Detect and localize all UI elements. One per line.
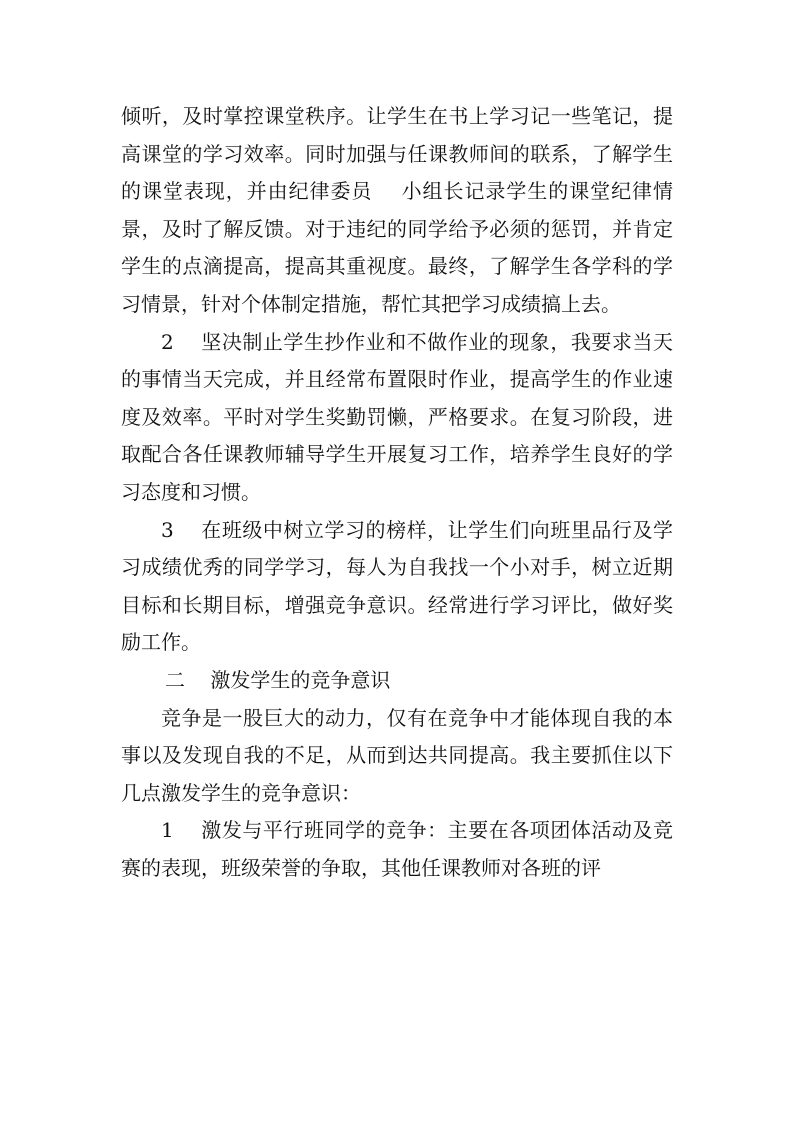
document-body — [121, 98, 673, 887]
paragraph-item-1: 1 激发与平行班同学的竞争：主要在各项团体活动及竞赛的表现，班级荣誉的争取，其他任课教师对各班的评 — [121, 818, 673, 880]
section-heading-2: 二 激发学生的竞争意识 — [165, 667, 391, 692]
paragraph-continuation: 倾听，及时掌控课堂秩序。让学生在书上学习记一些笔记，提高课堂的学习效率。同时加强与任课教师间的联系，了解学生的课堂表现，并由纪律委员 小组长记录学生的课堂纪律情景，及时了解反馈。对于违纪的同学给予必须的惩罚，并肯定学生的点滴提高，提高其重视度。最终，了解学生各学科的学习情景，针对个体制定措施，帮忙其把学习成绩搞上去。 — [121, 104, 673, 316]
paragraph-item-3: 3 在班级中树立学习的榜样，让学生们向班里品行及学习成绩优秀的同学学习，每人为自我找一个小对手，树立近期目标和长期目标，增强竞争意识。经常进行学习评比，做好奖励工作。 — [121, 517, 673, 655]
paragraph-competition-intro: 竞争是一股巨大的动力，仅有在竞争中才能体现自我的本事以及发现自我的不足，从而到达共同提高。我主要抓住以下几点激发学生的竞争意识： — [121, 705, 673, 805]
paragraph-item-2: 2 坚决制止学生抄作业和不做作业的现象，我要求当天的事情当天完成，并且经常布置限时作业，提高学生的作业速度及效率。平时对学生奖勤罚懒，严格要求。在复习阶段，进取配合各任课教师辅导学生开展复习工作，培养学生良好的学习态度和习惯。 — [121, 329, 673, 504]
